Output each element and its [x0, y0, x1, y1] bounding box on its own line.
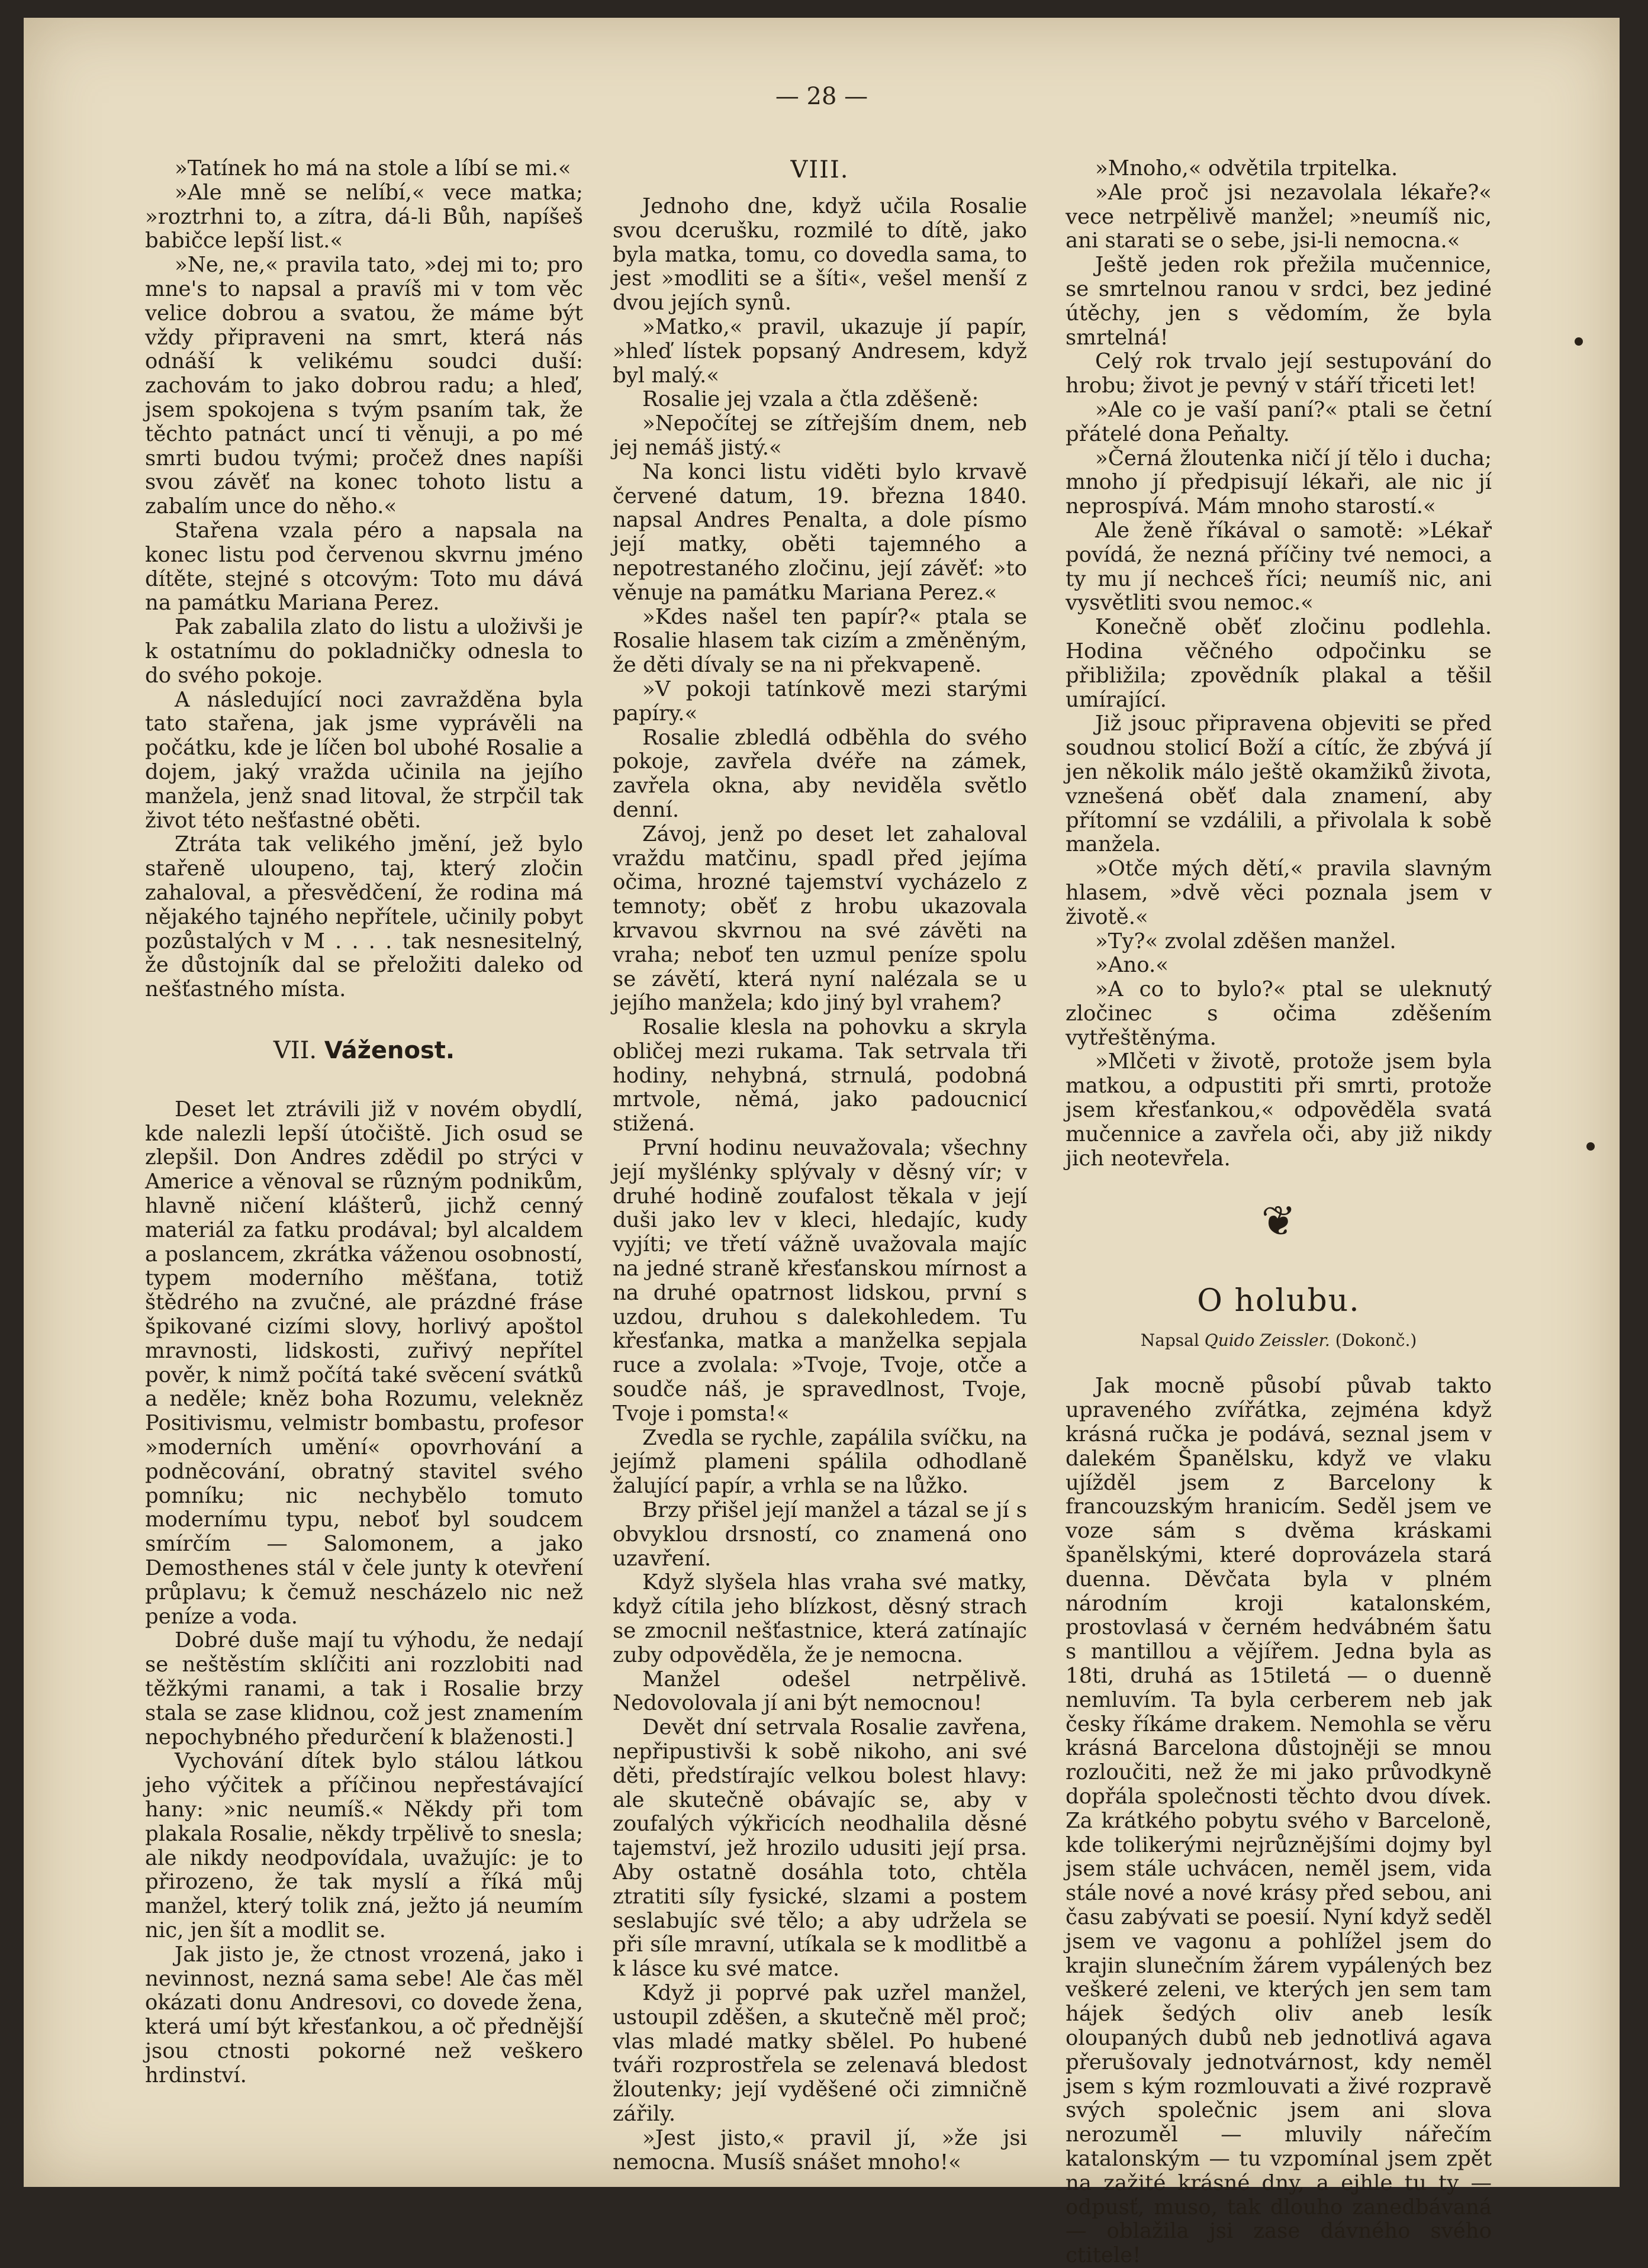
paragraph: »Ale co je vaší paní?« ptali se četní přátelé dona Peňalty.	[1066, 397, 1492, 446]
paragraph: Stařena vzala péro a napsala na konec listu pod červenou skvrnu jméno dítěte, stejné s otcovým: Toto mu dává na památku Mariana Perez.	[145, 518, 583, 616]
edge-speck	[1586, 1142, 1595, 1151]
page	[24, 18, 1620, 2268]
paragraph: »Ale proč jsi nezavolala lékaře?« vece netrpělivě manžel; »neumíš nic, ani starati se o sebe, jsi-li nemocna.«	[1066, 180, 1492, 253]
paragraph: Když ji poprvé pak uzřel manžel, ustoupil zděšen, a skutečně měl proč; vlas mladé matky sbělel. Po hubené tváři rozprostřela se zelenavá bledost žloutenky; její vyděšené oči zimničně zářily.	[613, 1980, 1027, 2126]
paragraph: Devět dní setrvala Rosalie zavřena, nepřipustivši k sobě nikoho, ani své děti, předstírajíc velkou bolest hlavy: ale skutečně obávajíc se, aby v zoufalých výkřicích neodhalila děsné tajemství, jež hrozilo udusiti její prsa. Aby ostatně dosáhla toto, chtěla ztratiti síly fysické, slzami a postem seslabujíc své tělo; a aby udržela se při síle mravní, utíkala se k modlitbě a k lásce ku své matce.	[613, 1715, 1027, 1982]
paragraph: Jak mocně působí půvab takto upraveného zvířátka, zejména když krásná ručka je podává, seznal jsem v dalekém Španělsku, když ve vlaku ujížděl jsem z Barcelony k francouzským hranicím. Seděl jsem ve voze sám s dvěma kráskami španělskými, které doprovázela stará duenna. Děvčata byla v plném národním kroji katalonském, prostovlasá v černém hedvábném šatu s mantillou a vějířem. Jedna byla as 18ti, druhá as 15tiletá — o duenně nemluvím. Ta byla cerberem neb jak česky říkáme drakem. Nemohla se věru krásná Barcelona důstojněji se mnou rozloučiti, než že mi jako průvodkyně dopřála společnosti těchto dvou dívek. Za krátkého pobytu svého v Barceloně, kde tolikerými nejrůznějšími dojmy byl jsem stále uchvácen, neměl jsem, vida stále nové a nové krásy před sebou, ani času zabývati se poesií. Nyní když seděl jsem ve vagonu a pohlížel jsem do krajin slunečním žárem vypálených bez veškeré zeleni, ve kterých jen sem tam hájek šedých oliv aneb lesík oloupaných dubů neb jednotlivá agava přerušovaly jednotvárnost, kdy neměl jsem s kým rozmlouvati a živé rozpravě svých společnic jsem ani slova nerozuměl — mluvily nářečím katalonským — tu vzpomínal jsem zpět na zažité krásné dny, a ejhle tu ty — odpusť, muso, tak dlouho zanedbávaná — oblažila jsi zase dávného svého ctitele!	[1066, 1374, 1492, 2268]
paragraph: »Ty?« zvolal zděšen manžel.	[1095, 929, 1396, 953]
paragraph: Dobré duše mají tu výhodu, že nedají se neštěstím sklíčiti ani rozzlobiti nad těžkými ranami, a tak i Rosalie brzy stala se zase klidnou, což jest znamením nepochybného předurčení k blaženosti.]	[145, 1628, 583, 1750]
byline-author: Quido Zeissler.	[1204, 1330, 1330, 1351]
paragraph: Celý rok trvalo její sestupování do hrobu; život je pevný v stáří třiceti let!	[1066, 349, 1492, 398]
column-1	[145, 157, 583, 2088]
paragraph: Jednoho dne, když učila Rosalie svou dcerušku, rozmilé to dítě, jako byla matka, tomu, co dovedla sama, to jest »modliti se a šíti«, vešel menší z dvou jejích synů.	[613, 194, 1027, 315]
paragraph: Zvedla se rychle, zapálila svíčku, na jejímž plameni spálila odhodlaně žalující papír, a vrhla se na lůžko.	[613, 1425, 1027, 1499]
paragraph: Ale ženě říkával o samotě: »Lékař povídá, že nezná příčiny tvé nemoci, a ty mu jí nechceš říci; neumíš nic, ani vysvětliti svou nemoc.«	[1066, 518, 1492, 616]
paragraph: A následující noci zavražděna byla tato stařena, jak jsme vyprávěli na počátku, kde je líčen bol ubohé Rosalie a dojem, jaký vražda učinila na jejího manžela, jenž snad litoval, že strpčil tak život této nešťastné oběti.	[145, 687, 583, 833]
chapter-number: VII.	[273, 1036, 317, 1064]
paragraph: »Tatínek ho má na stole a líbí se mi.«	[175, 156, 571, 181]
paragraph: Rosalie klesla na pohovku a skryla obličej mezi rukama. Tak setrvala tři hodiny, nehybná, strnulá, podobná mrtvole, němá, jako padoucnicí stižená.	[613, 1015, 1027, 1136]
paragraph: Rosalie zbledlá odběhla do svého pokoje, zavřela dvéře na zámek, zavřela okna, aby neviděla světlo denní.	[613, 725, 1027, 822]
paragraph: »Ale mně se nelíbí,« vece matka; »roztrhni to, a zítra, dá-li Bůh, napíšeš babičce lepší list.«	[145, 180, 583, 253]
paragraph: Závoj, jenž po deset let zahaloval vraždu matčinu, spadl před jejíma očima, hrozné tajemství vycházelo z temnoty; oběť z hrobu ukazovala krvavou skvrnou na své závěti na vraha; neboť ten uzmul peníze spolu se závětí, která nyní nalézala se u jejího manžela; kdo jiný byl vrahem?	[613, 821, 1027, 1016]
paragraph: Deset let ztrávili již v novém obydlí, kde nalezli lepší útočiště. Jich osud se zlepšil. Don Andres zdědil po strýci v Americe a věnoval se různým podnikům, hlavně ničení klášterů, jichž cenný materiál za fatku prodával; byl alcaldem a poslancem, zkrátka váženou osobností, typem moderního měšťana, totiž štědrého na zvučné, ale prázdné fráse špikované cizími slovy, horlivý apoštol mravnosti, lidskosti, zuřivý nepřítel pověr, k nimž počítá také svěcení svátků a neděle; kněz boha Rozumu, velekněz Positivismu, velmistr bombastu, profesor »moderních umění« opovrhování a podněcování, obratný stavitel svého pomníku; nic nechybělo tomuto modernímu typu, neboť byl soudcem smírčím — Salomonem, a jako Demosthenes stál v čele junty k otevření průplavu; k čemuž nescházelo nic než peníze a voda.	[145, 1097, 583, 1629]
paragraph: »Kdes našel ten papír?« ptala se Rosalie hlasem tak cizím a změněným, že děti dívaly se na ni překvapeně.	[613, 604, 1027, 678]
paragraph: Konečně oběť zločinu podlehla. Hodina věčného odpočinku se přibližila; zpovědník plakal a těšil umírající.	[1066, 615, 1492, 712]
byline-suffix: (Dokonč.)	[1335, 1330, 1417, 1351]
paragraph: »Otče mých dětí,« pravila slavným hlasem, »dvě věci poznala jsem v životě.«	[1066, 856, 1492, 929]
fleuron-icon: ❦	[1261, 1197, 1296, 1246]
paragraph: Ztráta tak velikého jmění, jež bylo stařeně uloupeno, taj, který zločin zahaloval, a přesvědčení, že rodina má nějakého tajného nepřítele, učinily pobyt pozůstalých v M . . . . tak nesnesitelný, že důstojník dal se přeložiti daleko od nešťastného místa.	[145, 832, 583, 1002]
paragraph: »Nepočítej se zítřejším dnem, neb jej nemáš jistý.«	[613, 411, 1027, 460]
paragraph: »Ne, ne,« pravila tato, »dej mi to; pro mne's to napsal a pravíš mi v tom věc velice dobrou a svatou, že máme být vždy připraveni na smrt, která nás odnáší k velikému soudci duší: zachovám to jako dobrou radu; a hleď, jsem spokojena s tvým psaním tak, že těchto patnáct uncí ti věnuji, a po mé smrti budou tvými; pročež dnes napíši svou závěť na konec tohoto listu a zabalím unce do něho.«	[145, 253, 583, 519]
story-title: O holubu.	[1197, 1283, 1360, 1319]
column-2	[613, 157, 1027, 2174]
paragraph: Na konci listu viděti bylo krvavě červené datum, 19. března 1840. napsal Andres Penalta, a dole písmo její matky, oběti tajemného a nepotrestaného zločinu, její závěť: »to věnuje na památku Mariana Perez.«	[613, 459, 1027, 605]
byline	[1066, 1330, 1492, 1351]
chapter-title: Váženost.	[324, 1036, 455, 1064]
page-number: — 28 —	[775, 83, 868, 110]
paragraph: Vychování dítek bylo stálou látkou jeho výčitek a příčinou nepřestávající hany: »nic neumíš.« Někdy při tom plakala Rosalie, někdy trpělivě to snesla; ale nikdy neodpovídala, uvažujíc: je to přirozeno, že tak myslí a říká můj manžel, který tolik zná, ježto já neumím nic, jen šít a modlit se.	[145, 1749, 583, 1942]
chapter-heading	[145, 1036, 583, 1065]
paragraph: Brzy přišel její manžel a tázal se jí s obvyklou drsností, co znamená ono uzavření.	[613, 1498, 1027, 1571]
paragraph: První hodinu neuvažovala; všechny její myšlénky splývaly v děsný vír; v druhé hodině zoufalost těkala v její duši jako lev v kleci, hledajíc, kudy vyjíti; ve třetí vážně uvažovala majíc na jedné straně křesťanskou mírnost a na druhé opatrnost lidskou, první s uzdou, druhou s dalekohledem. Tu křesťanka, matka a manželka sepjala ruce a zvolala: »Tvoje, Tvoje, otče a soudče náš, je spravedlnost, Tvoje, Tvoje i pomsta!«	[613, 1136, 1027, 1426]
byline-prefix: Napsal	[1140, 1330, 1199, 1351]
paragraph: »Jest jisto,« pravil jí, »že jsi nemocna. Musíš snášet mnoho!«	[613, 2125, 1027, 2174]
paragraph: Manžel odešel netrpělivě. Nedovolovala jí ani být nemocnou!	[613, 1667, 1027, 1716]
paragraph: Když slyšela hlas vraha své matky, když cítila jeho blízkost, děsný strach se zmocnil nešťastnice, která zatínajíc zuby odpověděla, že je nemocna.	[613, 1570, 1027, 1667]
paragraph: Ještě jeden rok přežila mučennice, se smrtelnou ranou v srdci, bez jediné útěchy, jen s vědomím, že byla smrtelná!	[1066, 253, 1492, 350]
paragraph: »Ano.«	[1095, 953, 1169, 978]
paragraph: »V pokoji tatínkově mezi starými papíry.«	[613, 676, 1027, 726]
paragraph: »Mlčeti v životě, protože jsem byla matkou, a odpustiti při smrti, protože jsem křesťankou,« odpověděla svatá mučennice a zavřela oči, aby již nikdy jich neotevřela.	[1066, 1049, 1492, 1171]
chapter-heading: VIII.	[790, 156, 849, 183]
paragraph: »Černá žloutenka ničí jí tělo i ducha; mnoho jí předpisují lékaři, ale nic jí neprospívá. Mám mnoho starostí.«	[1066, 446, 1492, 519]
paragraph: Pak zabalila zlato do listu a uloživši je k ostatnímu do pokladničky odnesla to do svého pokoje.	[145, 615, 583, 688]
column-3	[1066, 157, 1492, 2268]
paragraph: »A co to bylo?« ptal se uleknutý zločinec s očima zděšením vytřeštěnýma.	[1066, 977, 1492, 1050]
paragraph: Jak jisto je, že ctnost vrozená, jako i nevinnost, nezná sama sebe! Ale čas měl okázati donu Andresovi, co dovede žena, která umí být křesťankou, a oč přednější jsou ctnosti pokorné než veškero hrdinství.	[145, 1942, 583, 2087]
paragraph: Rosalie jej vzala a čtla zděšeně:	[642, 387, 979, 412]
paragraph: Již jsouc připravena objeviti se před soudnou stolicí Boží a cítíc, že zbývá jí jen několik málo ještě okamžiků života, vznešená oběť dala znamení, aby přítomní se vzdálili, a přivolala k sobě manžela.	[1066, 711, 1492, 857]
edge-speck	[1575, 337, 1583, 346]
paragraph: »Mnoho,« odvětila trpitelka.	[1095, 156, 1398, 181]
paragraph: »Matko,« pravil, ukazuje jí papír, »hleď lístek popsaný Andresem, když byl malý.«	[613, 314, 1027, 388]
